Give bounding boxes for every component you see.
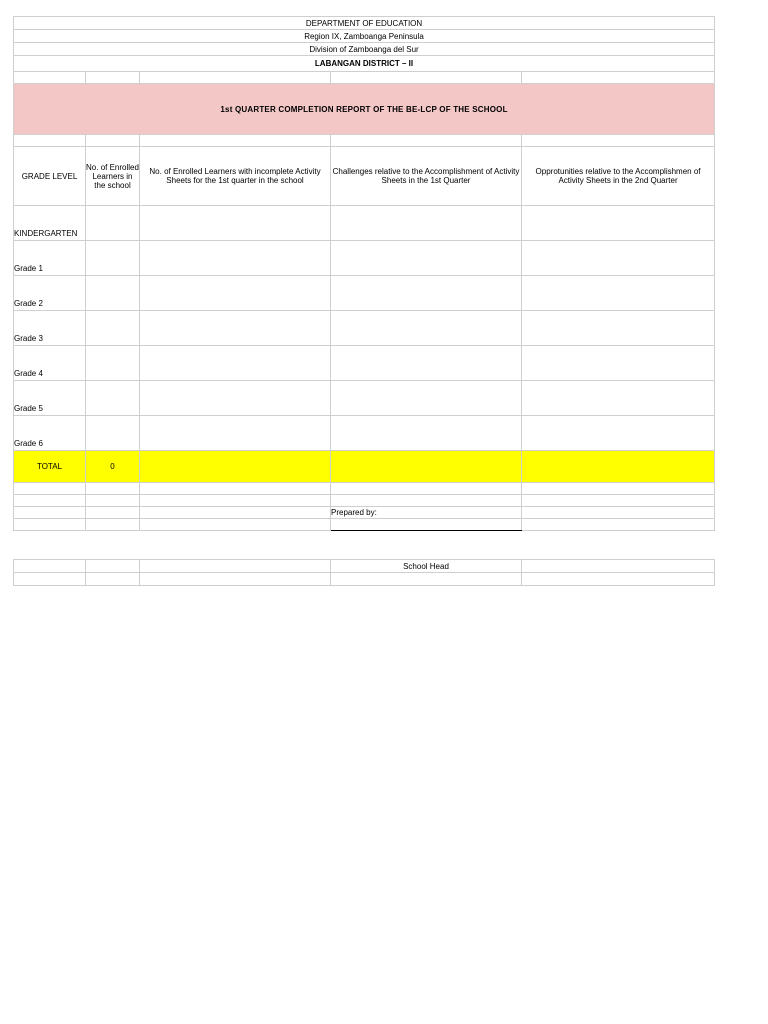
incomplete-cell[interactable] [140,241,331,276]
challenges-cell[interactable] [331,206,522,241]
enrolled-cell[interactable] [86,206,140,241]
grade-level-label: Grade 6 [14,416,86,451]
column-header-incomplete: No. of Enrolled Learners with incomplete Activity Sheets for the 1st quarter in the school [140,147,331,206]
grade-level-label: Grade 5 [14,381,86,416]
total-row [14,451,715,483]
empty-cell[interactable] [140,72,331,84]
enrolled-cell[interactable] [86,241,140,276]
table-row [14,276,715,311]
empty-cell[interactable] [140,519,331,531]
enrolled-cell[interactable] [86,381,140,416]
incomplete-cell[interactable] [140,311,331,346]
empty-cell[interactable] [522,135,715,147]
empty-cell[interactable] [86,135,140,147]
empty-cell[interactable] [86,72,140,84]
grade-level-label: Grade 1 [14,241,86,276]
challenges-cell[interactable] [331,416,522,451]
prepared-by-label: Prepared by: [331,507,522,519]
grade-level-label: Grade 2 [14,276,86,311]
table-row [14,346,715,381]
column-header-grade-level: GRADE LEVEL [14,147,86,206]
grade-level-label: KINDERGARTEN [14,206,86,241]
opportunities-cell[interactable] [522,381,715,416]
opportunities-cell[interactable] [522,346,715,381]
empty-cell[interactable] [140,560,331,573]
empty-cell[interactable] [331,495,522,507]
challenges-cell[interactable] [331,276,522,311]
empty-cell[interactable] [86,560,140,573]
opportunities-cell[interactable] [522,311,715,346]
empty-cell[interactable] [522,495,715,507]
empty-cell[interactable] [331,135,522,147]
empty-cell[interactable] [14,483,86,495]
opportunities-cell[interactable] [522,241,715,276]
opportunities-cell[interactable] [522,206,715,241]
challenges-cell[interactable] [331,381,522,416]
empty-cell[interactable] [522,573,715,586]
empty-cell[interactable] [331,573,522,586]
table-row [14,311,715,346]
total-enrolled-value[interactable]: 0 [86,451,140,483]
opportunities-cell[interactable] [522,416,715,451]
enrolled-cell[interactable] [86,311,140,346]
enrolled-cell[interactable] [86,276,140,311]
incomplete-cell[interactable] [140,276,331,311]
empty-cell[interactable] [140,495,331,507]
empty-cell[interactable] [14,135,86,147]
report-title: 1st QUARTER COMPLETION REPORT OF THE BE-LCP OF THE SCHOOL [14,84,715,135]
table-row [14,206,715,241]
enrolled-cell[interactable] [86,346,140,381]
total-opportunities-cell[interactable] [522,451,715,483]
total-label: TOTAL [14,451,86,483]
table-row [14,416,715,451]
district-heading: LABANGAN DISTRICT – II [14,56,715,72]
empty-cell[interactable] [14,519,86,531]
report-table [13,16,715,531]
column-header-challenges: Challenges relative to the Accomplishment of Activity Sheets in the 1st Quarter [331,147,522,206]
school-head-label: School Head [331,560,522,573]
empty-cell[interactable] [14,495,86,507]
empty-cell[interactable] [14,507,86,519]
empty-cell[interactable] [86,573,140,586]
empty-cell[interactable] [14,560,86,573]
empty-cell[interactable] [14,72,86,84]
region-heading: Region IX, Zamboanga Peninsula [14,30,715,43]
division-heading: Division of Zamboanga del Sur [14,43,715,56]
empty-cell[interactable] [140,135,331,147]
empty-cell[interactable] [86,507,140,519]
empty-cell[interactable] [86,519,140,531]
signature-line[interactable] [331,519,522,531]
empty-cell[interactable] [522,72,715,84]
challenges-cell[interactable] [331,241,522,276]
total-incomplete-cell[interactable] [140,451,331,483]
signatory-block [13,559,714,586]
grade-level-label: Grade 3 [14,311,86,346]
department-heading: DEPARTMENT OF EDUCATION [14,17,715,30]
incomplete-cell[interactable] [140,206,331,241]
incomplete-cell[interactable] [140,381,331,416]
empty-cell[interactable] [140,507,331,519]
empty-cell[interactable] [331,72,522,84]
column-header-opportunities: Opprotunities relative to the Accomplishmen of Activity Sheets in the 2nd Quarter [522,147,715,206]
empty-cell[interactable] [140,483,331,495]
challenges-cell[interactable] [331,346,522,381]
empty-cell[interactable] [522,483,715,495]
column-header-enrolled: No. of Enrolled Learners in the school [86,147,140,206]
total-challenges-cell[interactable] [331,451,522,483]
table-row [14,381,715,416]
enrolled-cell[interactable] [86,416,140,451]
empty-cell[interactable] [86,495,140,507]
empty-cell[interactable] [522,507,715,519]
opportunities-cell[interactable] [522,276,715,311]
empty-cell[interactable] [522,560,715,573]
empty-cell[interactable] [522,519,715,531]
incomplete-cell[interactable] [140,346,331,381]
challenges-cell[interactable] [331,311,522,346]
empty-cell[interactable] [140,573,331,586]
empty-cell[interactable] [86,483,140,495]
empty-cell[interactable] [331,483,522,495]
table-row [14,241,715,276]
report-sheet [13,16,714,531]
incomplete-cell[interactable] [140,416,331,451]
grade-level-label: Grade 4 [14,346,86,381]
signatory-table [13,559,715,586]
empty-cell[interactable] [14,573,86,586]
